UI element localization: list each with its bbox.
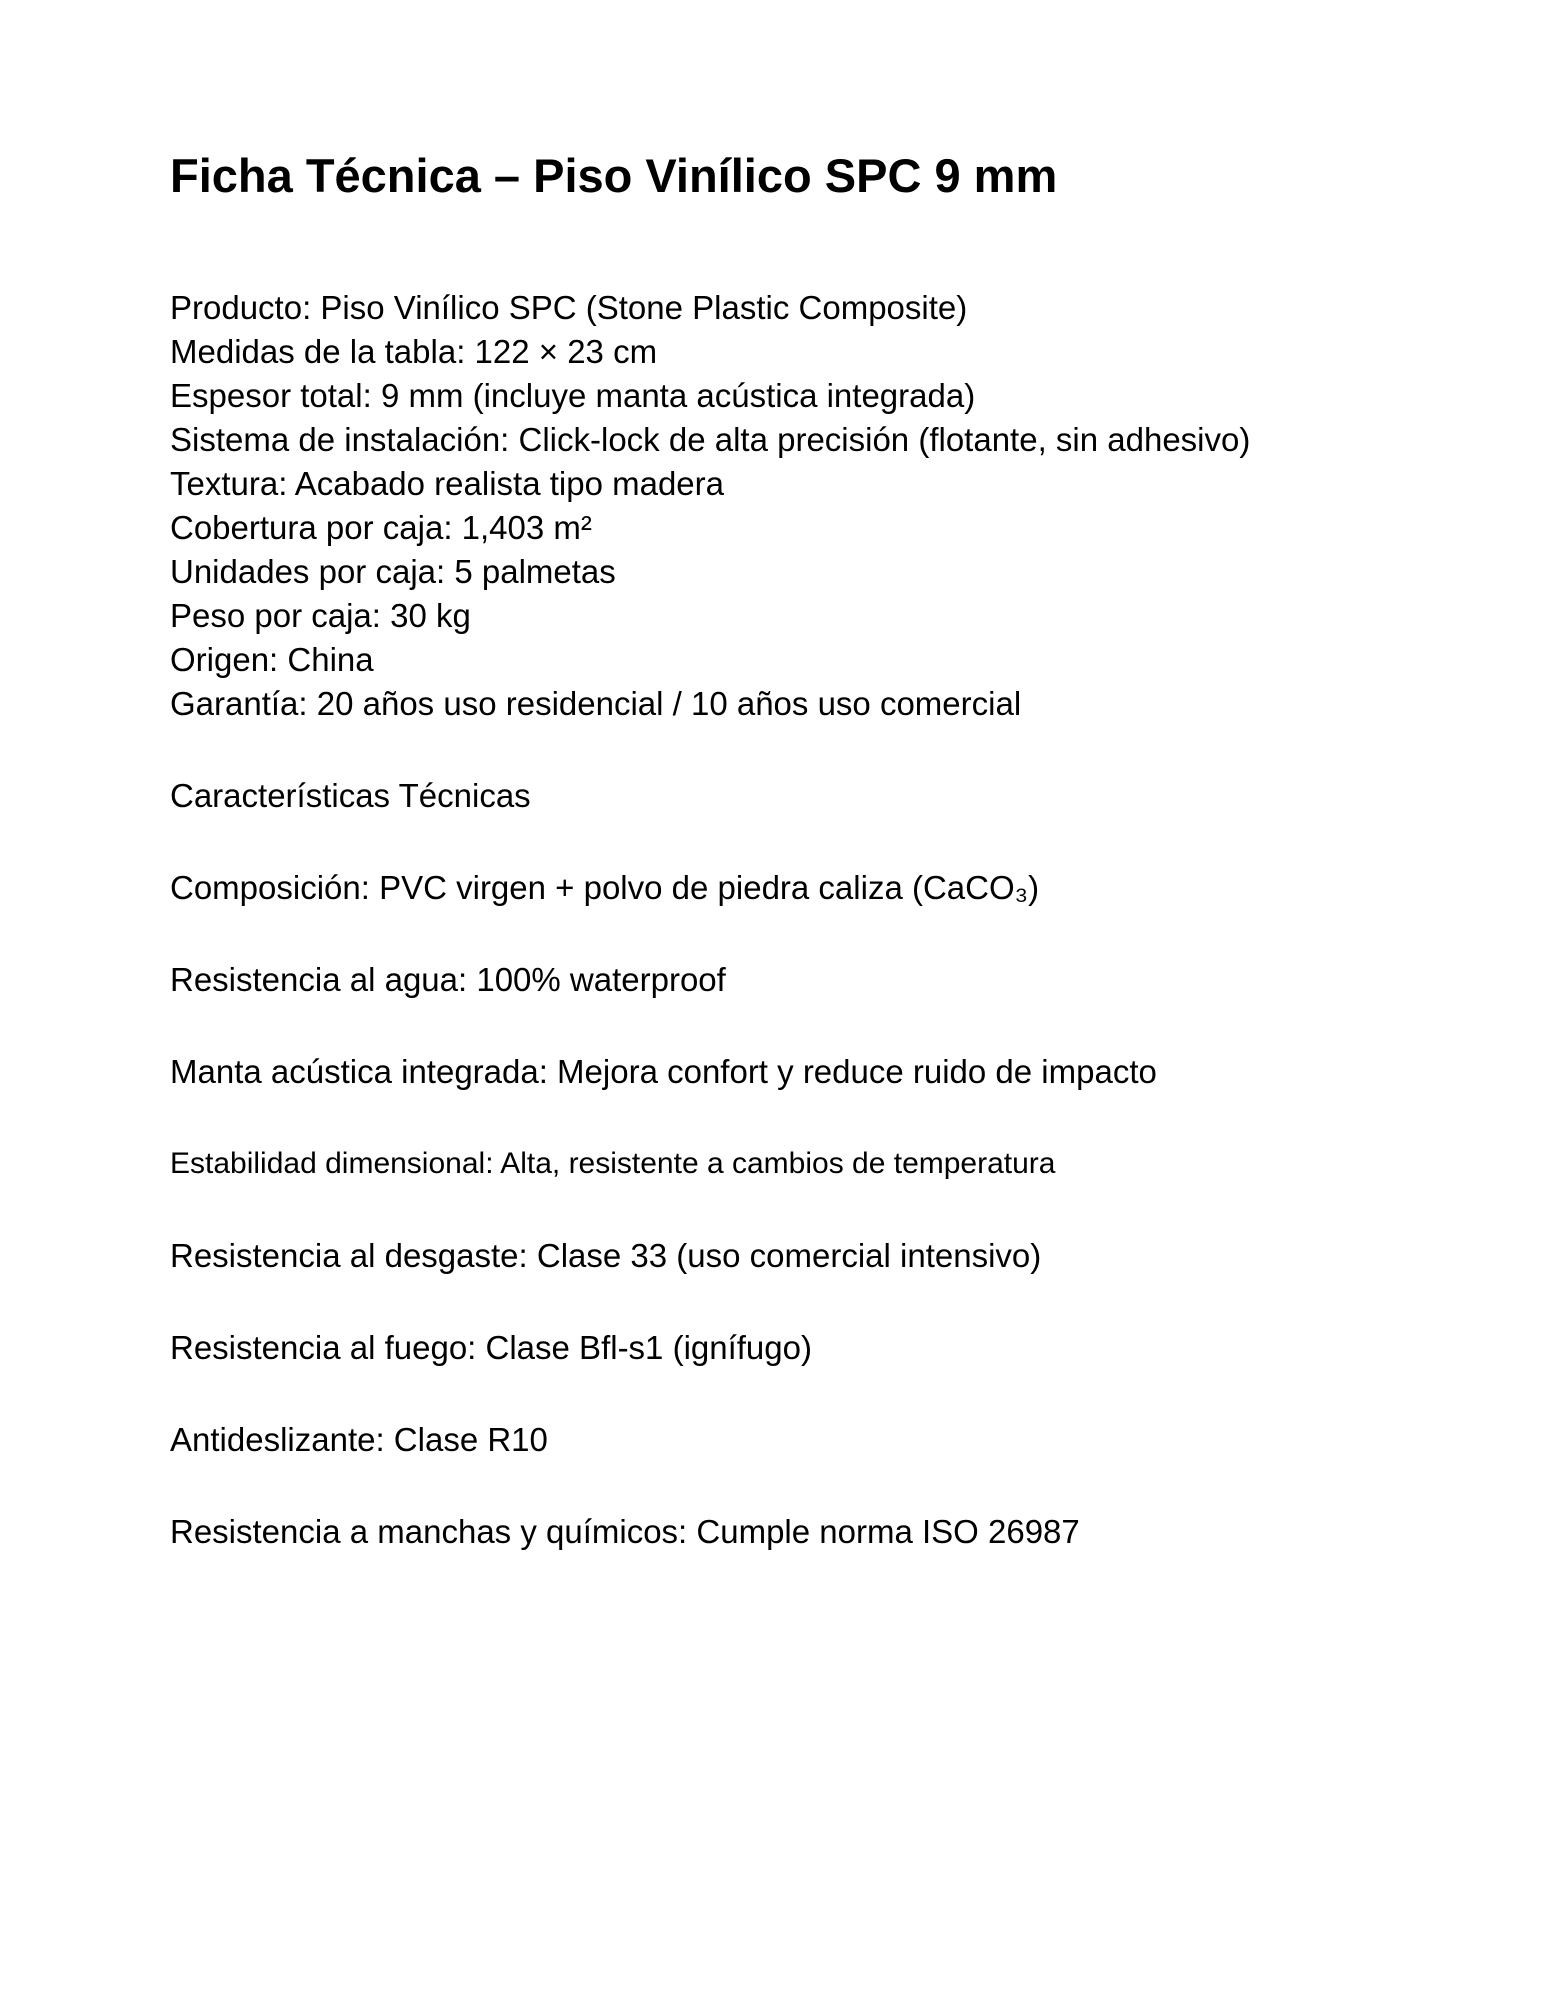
spec-line-antideslizante: Antideslizante: Clase R10 <box>170 1421 548 1458</box>
product-info-line-cobertura: Cobertura por caja: 1,403 m² <box>170 509 592 546</box>
spec-line-agua: Resistencia al agua: 100% waterproof <box>170 961 726 998</box>
product-info-line-peso: Peso por caja: 30 kg <box>170 597 471 634</box>
product-info-line-textura: Textura: Acabado realista tipo madera <box>170 465 724 502</box>
product-info-line-garantia: Garantía: 20 años uso residencial / 10 años uso comercial <box>170 685 1022 722</box>
product-info-line-sistema: Sistema de instalación: Click-lock de alta precisión (flotante, sin adhesivo) <box>170 421 1251 458</box>
spec-line-fuego: Resistencia al fuego: Clase Bfl-s1 (ignífugo) <box>170 1329 812 1366</box>
product-info-line-unidades: Unidades por caja: 5 palmetas <box>170 553 616 590</box>
product-info-line-medidas: Medidas de la tabla: 122 × 23 cm <box>170 333 658 370</box>
document-title: Ficha Técnica – Piso Vinílico SPC 9 mm <box>170 149 1058 202</box>
product-info-line-espesor: Espesor total: 9 mm (incluye manta acústica integrada) <box>170 377 976 414</box>
product-info-line-origen: Origen: China <box>170 641 374 678</box>
spec-line-manchas: Resistencia a manchas y químicos: Cumple norma ISO 26987 <box>170 1513 1080 1550</box>
spec-line-desgaste: Resistencia al desgaste: Clase 33 (uso comercial intensivo) <box>170 1237 1042 1274</box>
spec-line-manta-acustica: Manta acústica integrada: Mejora confort y reduce ruido de impacto <box>170 1053 1157 1090</box>
spec-line-estabilidad: Estabilidad dimensional: Alta, resistente a cambios de temperatura <box>170 1147 1056 1180</box>
product-info-line-producto: Producto: Piso Vinílico SPC (Stone Plastic Composite) <box>170 289 968 326</box>
product-info-block <box>170 286 1445 726</box>
spec-line-composicion: Composición: PVC virgen + polvo de piedra caliza (CaCO₃) <box>170 869 1040 906</box>
section-heading-caracteristicas: Características Técnicas <box>170 777 531 814</box>
